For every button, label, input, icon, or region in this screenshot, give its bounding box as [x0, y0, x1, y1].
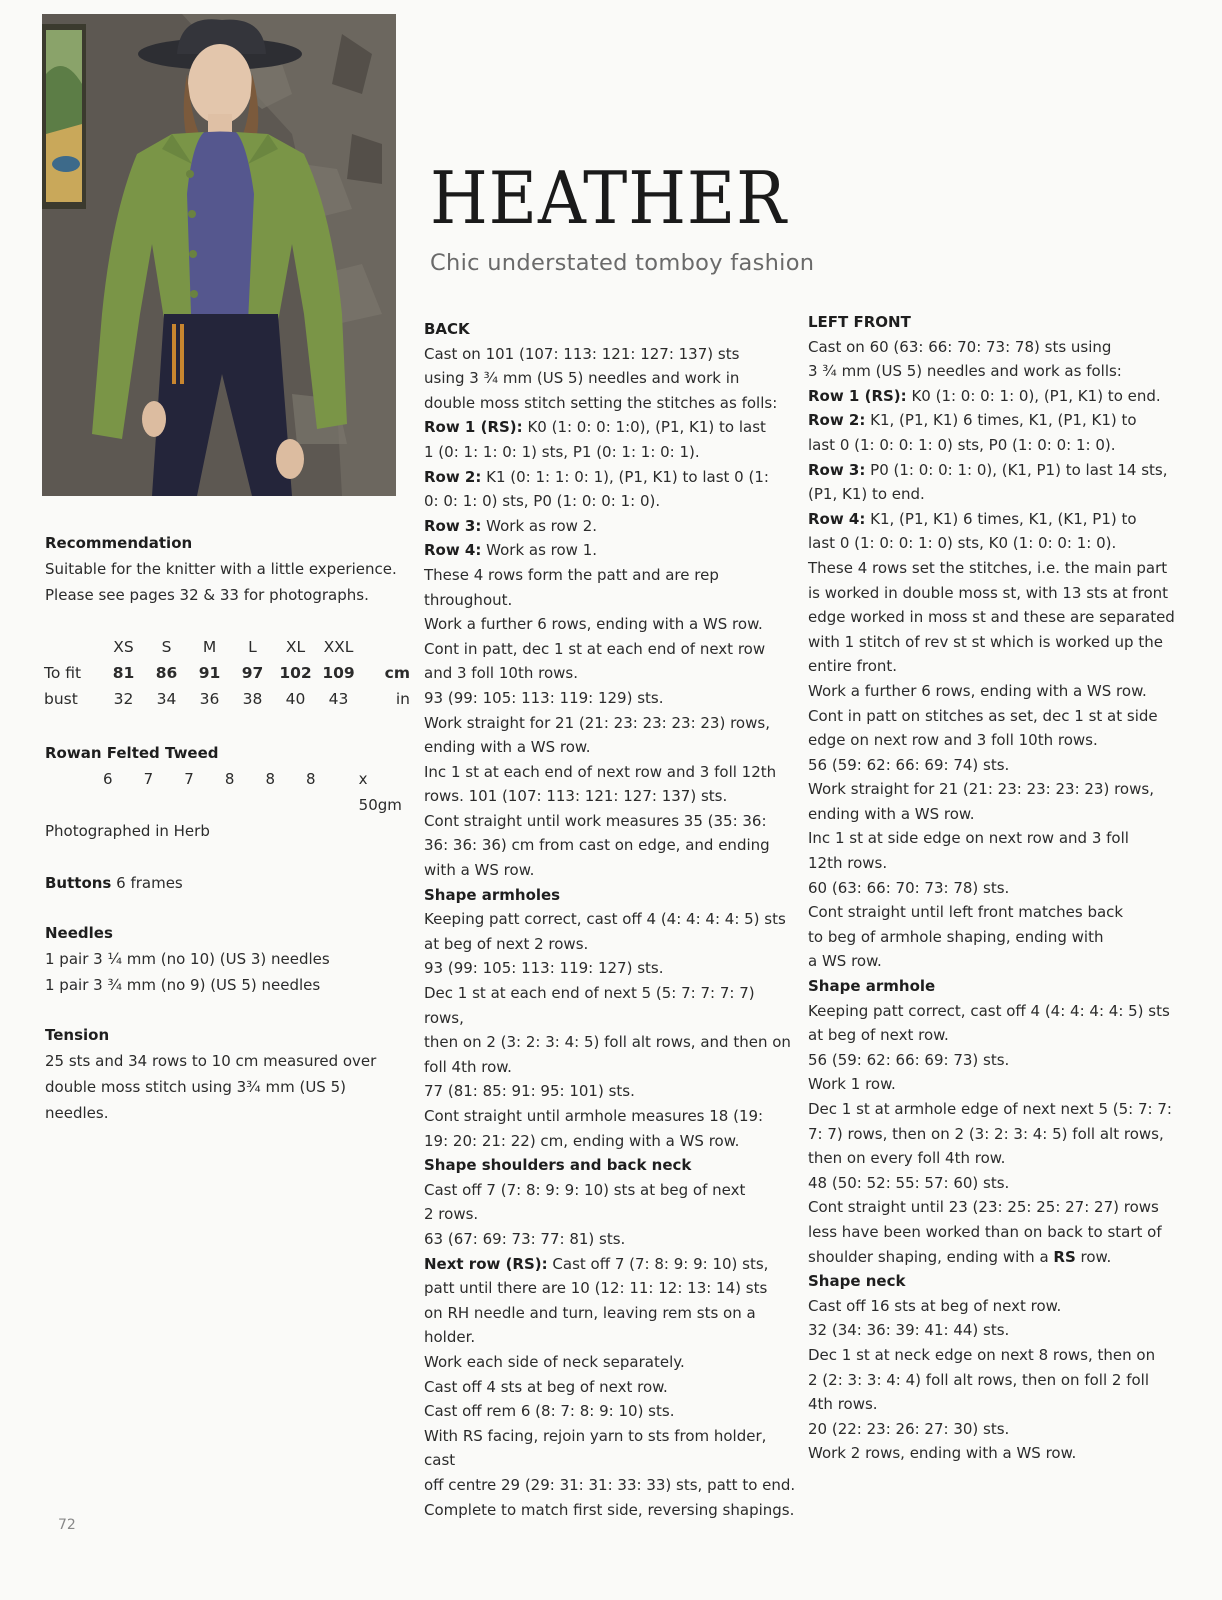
instruction-text: Cast off 7 (7: 8: 9: 9: 10) sts, [547, 1254, 769, 1273]
fit-unit: cm [384, 664, 410, 682]
instruction-line [424, 440, 796, 465]
instruction-line [424, 686, 796, 711]
tension-line: 25 sts and 34 rows to 10 cm measured over [45, 1052, 377, 1070]
instruction-line [424, 465, 796, 490]
instruction-line [424, 833, 796, 858]
instruction-line [424, 1055, 796, 1080]
instruction-text: K0 (1: 0: 0: 1:0), (P1, K1) to last [522, 418, 766, 437]
instruction-line [424, 1104, 796, 1129]
fit-label: To fit [44, 664, 82, 682]
instruction-text: 77 (81: 85: 91: 95: 101) sts. [424, 1082, 635, 1101]
instruction-text: Cont straight until 23 (23: 25: 25: 27: 27) rows [808, 1198, 1159, 1217]
instruction-text: Dec 1 st at neck edge on next 8 rows, then on [808, 1345, 1156, 1364]
buttons-section [45, 870, 415, 896]
instruction-line [424, 956, 796, 981]
instruction-text: Keeping patt correct, cast off 4 (4: 4: 4: 4: 5) sts [424, 910, 786, 929]
instruction-line [808, 949, 1188, 974]
instruction-line [424, 538, 796, 563]
yarn-amount: 8 [306, 770, 316, 788]
instruction-text: 93 (99: 105: 113: 119: 129) sts. [424, 688, 664, 707]
instruction-line [424, 1350, 796, 1375]
instruction-line [808, 1097, 1188, 1122]
row-label: Row 4: [424, 541, 482, 560]
yarn-amount: 6 [103, 770, 113, 788]
instruction-line [424, 342, 796, 367]
instruction-text: then on every foll 4th row. [808, 1149, 1006, 1168]
instruction-text: off centre 29 (29: 31: 31: 33: 33) sts, patt to end. [424, 1475, 796, 1494]
instruction-line [808, 482, 1188, 507]
bust-value: 32 [113, 690, 134, 708]
instruction-line [424, 1399, 796, 1424]
size-label: M [202, 638, 217, 656]
instruction-line [808, 900, 1188, 925]
instruction-line [424, 1227, 796, 1252]
section-heading: Shape shoulders and back neck [424, 1156, 692, 1175]
section-heading: BACK [424, 320, 470, 338]
instruction-line [808, 384, 1188, 409]
bust-label: bust [44, 690, 78, 708]
instruction-text: last 0 (1: 0: 0: 1: 0) sts, P0 (1: 0: 0: 1: 0). [808, 435, 1116, 454]
yarn-amount: 8 [224, 770, 235, 788]
instruction-text: to beg of armhole shaping, ending with [808, 927, 1104, 946]
instruction-text: These 4 rows set the stitches, i.e. the main part [808, 558, 1168, 577]
title-block [430, 156, 818, 276]
instruction-text: Cont straight until armhole measures 18 (19: [424, 1107, 764, 1125]
left-front-instructions [808, 310, 1188, 1466]
instruction-text: 93 (99: 105: 113: 119: 127) sts. [424, 959, 664, 978]
pattern-subtitle: Chic understated tomboy fashion [430, 250, 815, 276]
needles-line: 1 pair 3 ¼ mm (no 10) (US 3) needles [45, 950, 330, 968]
instruction-line [808, 1294, 1188, 1319]
instruction-text: ending with a WS row. [424, 738, 591, 757]
instruction-text: 1 (0: 1: 1: 0: 1) sts, P1 (0: 1: 1: 0: 1). [424, 442, 700, 461]
instruction-line [808, 335, 1188, 360]
instruction-line [808, 1368, 1188, 1393]
instruction-text: on RH needle and turn, leaving rem sts on a [424, 1303, 756, 1322]
instruction-line [424, 1178, 796, 1203]
instruction-line [808, 359, 1188, 384]
pattern-title: HEATHER [430, 156, 787, 240]
bust-value: 36 [199, 690, 220, 708]
instruction-line [808, 753, 1188, 778]
instruction-line [424, 981, 796, 1030]
needles-section [45, 920, 415, 998]
yarn-section [45, 740, 415, 844]
instruction-line [808, 1343, 1188, 1368]
instruction-line [424, 1301, 796, 1326]
instruction-line [808, 531, 1188, 556]
instruction-text: a WS row. [808, 952, 882, 971]
instruction-text: and 3 foll 10th rows. [424, 664, 578, 683]
tension-line: needles. [45, 1104, 109, 1122]
size-label: XL [285, 638, 306, 656]
instruction-text: edge worked in moss st and these are separated [808, 608, 1175, 627]
instruction-text: at beg of next 2 rows. [424, 934, 589, 953]
instruction-line [424, 735, 796, 760]
back-instructions [424, 317, 796, 1522]
instruction-line [424, 711, 796, 736]
instruction-text: 63 (67: 69: 73: 77: 81) sts. [424, 1229, 626, 1248]
instruction-line [424, 612, 796, 637]
instruction-text: Work as row 2. [481, 516, 598, 535]
instruction-text: Work as row 1. [481, 541, 598, 560]
instruction-text: 56 (59: 62: 66: 69: 73) sts. [808, 1050, 1010, 1069]
instruction-line [808, 1195, 1188, 1220]
instruction-line [808, 1171, 1188, 1196]
instruction-line [808, 1220, 1188, 1245]
instruction-text: K1, (P1, K1) 6 times, K1, (K1, P1) to [865, 509, 1137, 528]
instruction-text: Cont in patt on stitches as set, dec 1 st at side [808, 706, 1158, 725]
instruction-line [424, 907, 796, 932]
instruction-text: ending with a WS row. [808, 804, 975, 823]
instruction-text: Cast off 7 (7: 8: 9: 9: 10) sts at beg of next [424, 1180, 746, 1199]
instruction-text: Cast off 16 sts at beg of next row. [808, 1296, 1062, 1315]
size-label: L [248, 638, 257, 656]
instruction-line [424, 1375, 796, 1400]
buttons-text: 6 frames [111, 874, 183, 892]
instruction-line [424, 391, 796, 416]
instruction-line [424, 1079, 796, 1104]
instruction-text: at beg of next row. [808, 1026, 949, 1045]
instruction-text: foll 4th row. [424, 1057, 512, 1076]
instruction-line [808, 925, 1188, 950]
instruction-text: 19: 20: 21: 22) cm, ending with a WS row. [424, 1131, 740, 1150]
instruction-text: Work a further 6 rows, ending with a WS row. [424, 615, 763, 634]
row-label: Row 4: [808, 509, 866, 528]
instruction-text: 56 (59: 62: 66: 69: 74) sts. [808, 755, 1010, 774]
instruction-text: 0: 0: 1: 0) sts, P0 (1: 0: 0: 1: 0). [424, 492, 661, 511]
instruction-line [808, 851, 1188, 876]
instruction-text: 7: 7) rows, then on 2 (3: 2: 3: 4: 5) foll alt rows, [808, 1124, 1164, 1143]
instruction-text: 3 ¾ mm (US 5) needles and work as folls: [808, 362, 1122, 381]
instruction-text: Complete to match first side, reversing shapings. [424, 1500, 795, 1519]
instruction-text: rows. 101 (107: 113: 121: 127: 137) sts. [424, 787, 728, 806]
instruction-text: Work a further 6 rows, ending with a WS row. [808, 681, 1147, 700]
instruction-text: double moss stitch setting the stitches as folls: [424, 393, 778, 412]
section-heading: LEFT FRONT [808, 313, 911, 331]
instruction-line [808, 1146, 1188, 1171]
instruction-line [424, 1252, 796, 1277]
instruction-text: Work 1 row. [808, 1075, 896, 1094]
instruction-line [808, 777, 1188, 802]
yarn-amount: 7 [184, 770, 194, 788]
instruction-text: last 0 (1: 0: 0: 1: 0) sts, K0 (1: 0: 0: 1: 0). [808, 534, 1117, 553]
instruction-line [808, 605, 1188, 630]
tension-section [45, 1022, 415, 1126]
row-label: Row 1 (RS): [808, 386, 907, 405]
needles-heading: Needles [45, 924, 113, 942]
instruction-text: Cont in patt, dec 1 st at each end of next row [424, 639, 766, 658]
instruction-text: edge on next row and 3 foll 10th rows. [808, 731, 1098, 750]
size-table [44, 634, 410, 712]
instruction-line [424, 932, 796, 957]
instruction-line [424, 1276, 796, 1301]
instruction-text: These 4 rows form the patt and are rep [424, 565, 719, 584]
recommendation-line: Please see pages 32 & 33 for photographs. [45, 586, 369, 604]
bust-unit: in [395, 690, 410, 708]
instruction-text: throughout. [424, 590, 513, 609]
instruction-text: 20 (22: 23: 26: 27: 30) sts. [808, 1419, 1010, 1438]
instruction-text: Dec 1 st at each end of next 5 (5: 7: 7: 7: 7) rows, [424, 984, 755, 1027]
instruction-line [808, 728, 1188, 753]
instruction-text: Cast off 4 sts at beg of next row. [424, 1377, 668, 1396]
yarn-heading: Rowan Felted Tweed [45, 744, 219, 762]
instruction-text: Dec 1 st at armhole edge of next next 5 (5: 7: 7: [808, 1100, 1172, 1118]
instruction-line [808, 1122, 1188, 1147]
instruction-text: Inc 1 st at side edge on next row and 3 foll [808, 829, 1129, 848]
yarn-amounts [45, 766, 415, 818]
instruction-line [424, 1325, 796, 1350]
section-heading: Shape armhole [808, 977, 936, 996]
instruction-line [808, 507, 1188, 532]
yarn-amount: 8 [265, 770, 275, 788]
fit-value: 91 [198, 664, 221, 682]
bust-value: 43 [328, 690, 349, 708]
fit-value: 109 [322, 664, 355, 682]
instruction-text: K0 (1: 0: 0: 1: 0), (P1, K1) to end. [906, 386, 1161, 405]
instruction-text: Work straight for 21 (21: 23: 23: 23: 23) rows, [808, 780, 1154, 799]
instruction-text: Cont straight until left front matches back [808, 903, 1124, 922]
instruction-line [808, 1245, 1188, 1270]
instruction-line [424, 415, 796, 440]
instruction-line [424, 858, 796, 883]
instruction-text: Work straight for 21 (21: 23: 23: 23: 23) rows, [424, 713, 770, 732]
instruction-text: 12th rows. [808, 854, 888, 873]
instruction-text: K1 (0: 1: 1: 0: 1), (P1, K1) to last 0 (1: [481, 467, 769, 486]
fit-value: 102 [279, 664, 312, 682]
instruction-line [808, 1441, 1188, 1466]
instruction-line [808, 826, 1188, 851]
size-label: XXL [323, 638, 354, 656]
instruction-text: Work each side of neck separately. [424, 1352, 685, 1371]
instruction-text: holder. [424, 1328, 476, 1347]
instruction-line [424, 588, 796, 613]
tension-line: double moss stitch using 3¾ mm (US 5) [45, 1078, 346, 1096]
instruction-line [424, 784, 796, 809]
instruction-line [808, 654, 1188, 679]
instruction-line [808, 408, 1188, 433]
instruction-text: 36: 36: 36) cm from cast on edge, and ending [424, 836, 770, 855]
instruction-text: With RS facing, rejoin yarn to sts from holder, cast [424, 1426, 767, 1470]
bust-value: 38 [242, 690, 263, 708]
section-heading: Shape armholes [424, 885, 561, 904]
row-label: Row 2: [424, 467, 482, 486]
instruction-text: P0 (1: 0: 0: 1: 0), (K1, P1) to last 14 sts, [865, 460, 1168, 479]
instruction-line [808, 704, 1188, 729]
instruction-line [808, 556, 1188, 581]
instruction-line [808, 433, 1188, 458]
fit-value: 81 [112, 664, 135, 682]
instruction-text: Work 2 rows, ending with a WS row. [808, 1444, 1077, 1463]
fit-value: 97 [241, 664, 264, 682]
row-label: Row 3: [808, 460, 866, 479]
instruction-line [424, 366, 796, 391]
instruction-line [424, 1424, 796, 1473]
size-label: XS [113, 638, 134, 656]
fit-value: 86 [155, 664, 178, 682]
instruction-line [424, 1473, 796, 1498]
instruction-text: patt until there are 10 (12: 11: 12: 13: 14) sts [424, 1279, 768, 1298]
instruction-line [808, 1048, 1188, 1073]
section-heading: Shape neck [808, 1272, 906, 1291]
page-number: 72 [58, 1517, 76, 1533]
instruction-line [808, 1417, 1188, 1442]
instruction-text: less have been worked than on back to start of [808, 1222, 1162, 1241]
instruction-line [424, 809, 796, 834]
instruction-text: 32 (34: 36: 39: 41: 44) sts. [808, 1321, 1010, 1340]
instruction-line [808, 630, 1188, 655]
instruction-line [424, 760, 796, 785]
instruction-text: 48 (50: 52: 55: 57: 60) sts. [808, 1173, 1010, 1192]
buttons-heading: Buttons [45, 874, 112, 892]
instruction-text: Cast off rem 6 (8: 7: 8: 9: 10) sts. [424, 1402, 675, 1421]
instruction-text: with a WS row. [424, 861, 535, 880]
instruction-text: 2 rows. [424, 1205, 479, 1224]
instruction-text: using 3 ¾ mm (US 5) needles and work in [424, 369, 740, 388]
row-label: Row 3: [424, 516, 482, 535]
instruction-text: with 1 stitch of rev st st which is worked up the [808, 632, 1163, 651]
instruction-line [424, 1202, 796, 1227]
instruction-line [424, 1129, 796, 1154]
instruction-line [424, 1030, 796, 1055]
instruction-line [808, 1023, 1188, 1048]
instruction-line [424, 514, 796, 539]
yarn-unit: x 50gm [358, 770, 402, 814]
instruction-line [808, 679, 1188, 704]
instruction-text: row. [1075, 1247, 1112, 1266]
instruction-text: Inc 1 st at each end of next row and 3 foll 12th [424, 762, 777, 781]
recommendation-line: Suitable for the knitter with a little experience. [45, 560, 397, 578]
instruction-text: Keeping patt correct, cast off 4 (4: 4: 4: 4: 5) sts [808, 1001, 1170, 1020]
instruction-text: (P1, K1) to end. [808, 485, 925, 504]
instruction-text: 60 (63: 66: 70: 73: 78) sts. [808, 878, 1010, 897]
instruction-text: 4th rows. [808, 1395, 878, 1414]
row-label: Row 2: [808, 411, 866, 430]
instruction-line [424, 637, 796, 662]
size-table-section [45, 634, 415, 712]
instruction-text: Cast on 101 (107: 113: 121: 127: 137) sts [424, 344, 740, 363]
row-label: Row 1 (RS): [424, 418, 523, 437]
instruction-text: shoulder shaping, ending with a [808, 1247, 1054, 1266]
tension-heading: Tension [45, 1026, 110, 1044]
instruction-line [808, 1318, 1188, 1343]
yarn-amount: 7 [143, 770, 154, 788]
instruction-line [424, 661, 796, 686]
recommendation-heading: Recommendation [45, 534, 193, 552]
instruction-line [808, 1392, 1188, 1417]
pattern-info [45, 530, 415, 1148]
bust-value: 34 [156, 690, 177, 708]
instruction-text: 2 (2: 3: 3: 4: 4) foll alt rows, then on foll 2 foll [808, 1370, 1150, 1389]
row-label: Next row (RS): [424, 1254, 548, 1273]
instruction-line [808, 999, 1188, 1024]
instruction-line [424, 563, 796, 588]
needles-line: 1 pair 3 ¾ mm (no 9) (US 5) needles [45, 976, 321, 994]
recommendation-section [45, 530, 415, 608]
instruction-text: K1, (P1, K1) 6 times, K1, (P1, K1) to [865, 411, 1137, 430]
instruction-text: Cast on 60 (63: 66: 70: 73: 78) sts using [808, 337, 1112, 356]
instruction-line [808, 1072, 1188, 1097]
instruction-text: then on 2 (3: 2: 3: 4: 5) foll alt rows, and then on [424, 1033, 791, 1052]
instruction-text: Cont straight until work measures 35 (35: 36: [424, 811, 767, 830]
instruction-line [808, 458, 1188, 483]
yarn-note: Photographed in Herb [45, 822, 210, 840]
instruction-text: is worked in double moss st, with 13 sts at front [808, 583, 1169, 602]
instruction-line [808, 802, 1188, 827]
size-label: S [161, 638, 172, 656]
model-photo [42, 14, 396, 496]
instruction-line [808, 581, 1188, 606]
instruction-text: entire front. [808, 657, 898, 676]
instruction-line [808, 876, 1188, 901]
instruction-line [424, 489, 796, 514]
bust-value: 40 [285, 690, 306, 708]
instruction-line [424, 1498, 796, 1523]
emphasis-text: RS [1053, 1247, 1076, 1266]
